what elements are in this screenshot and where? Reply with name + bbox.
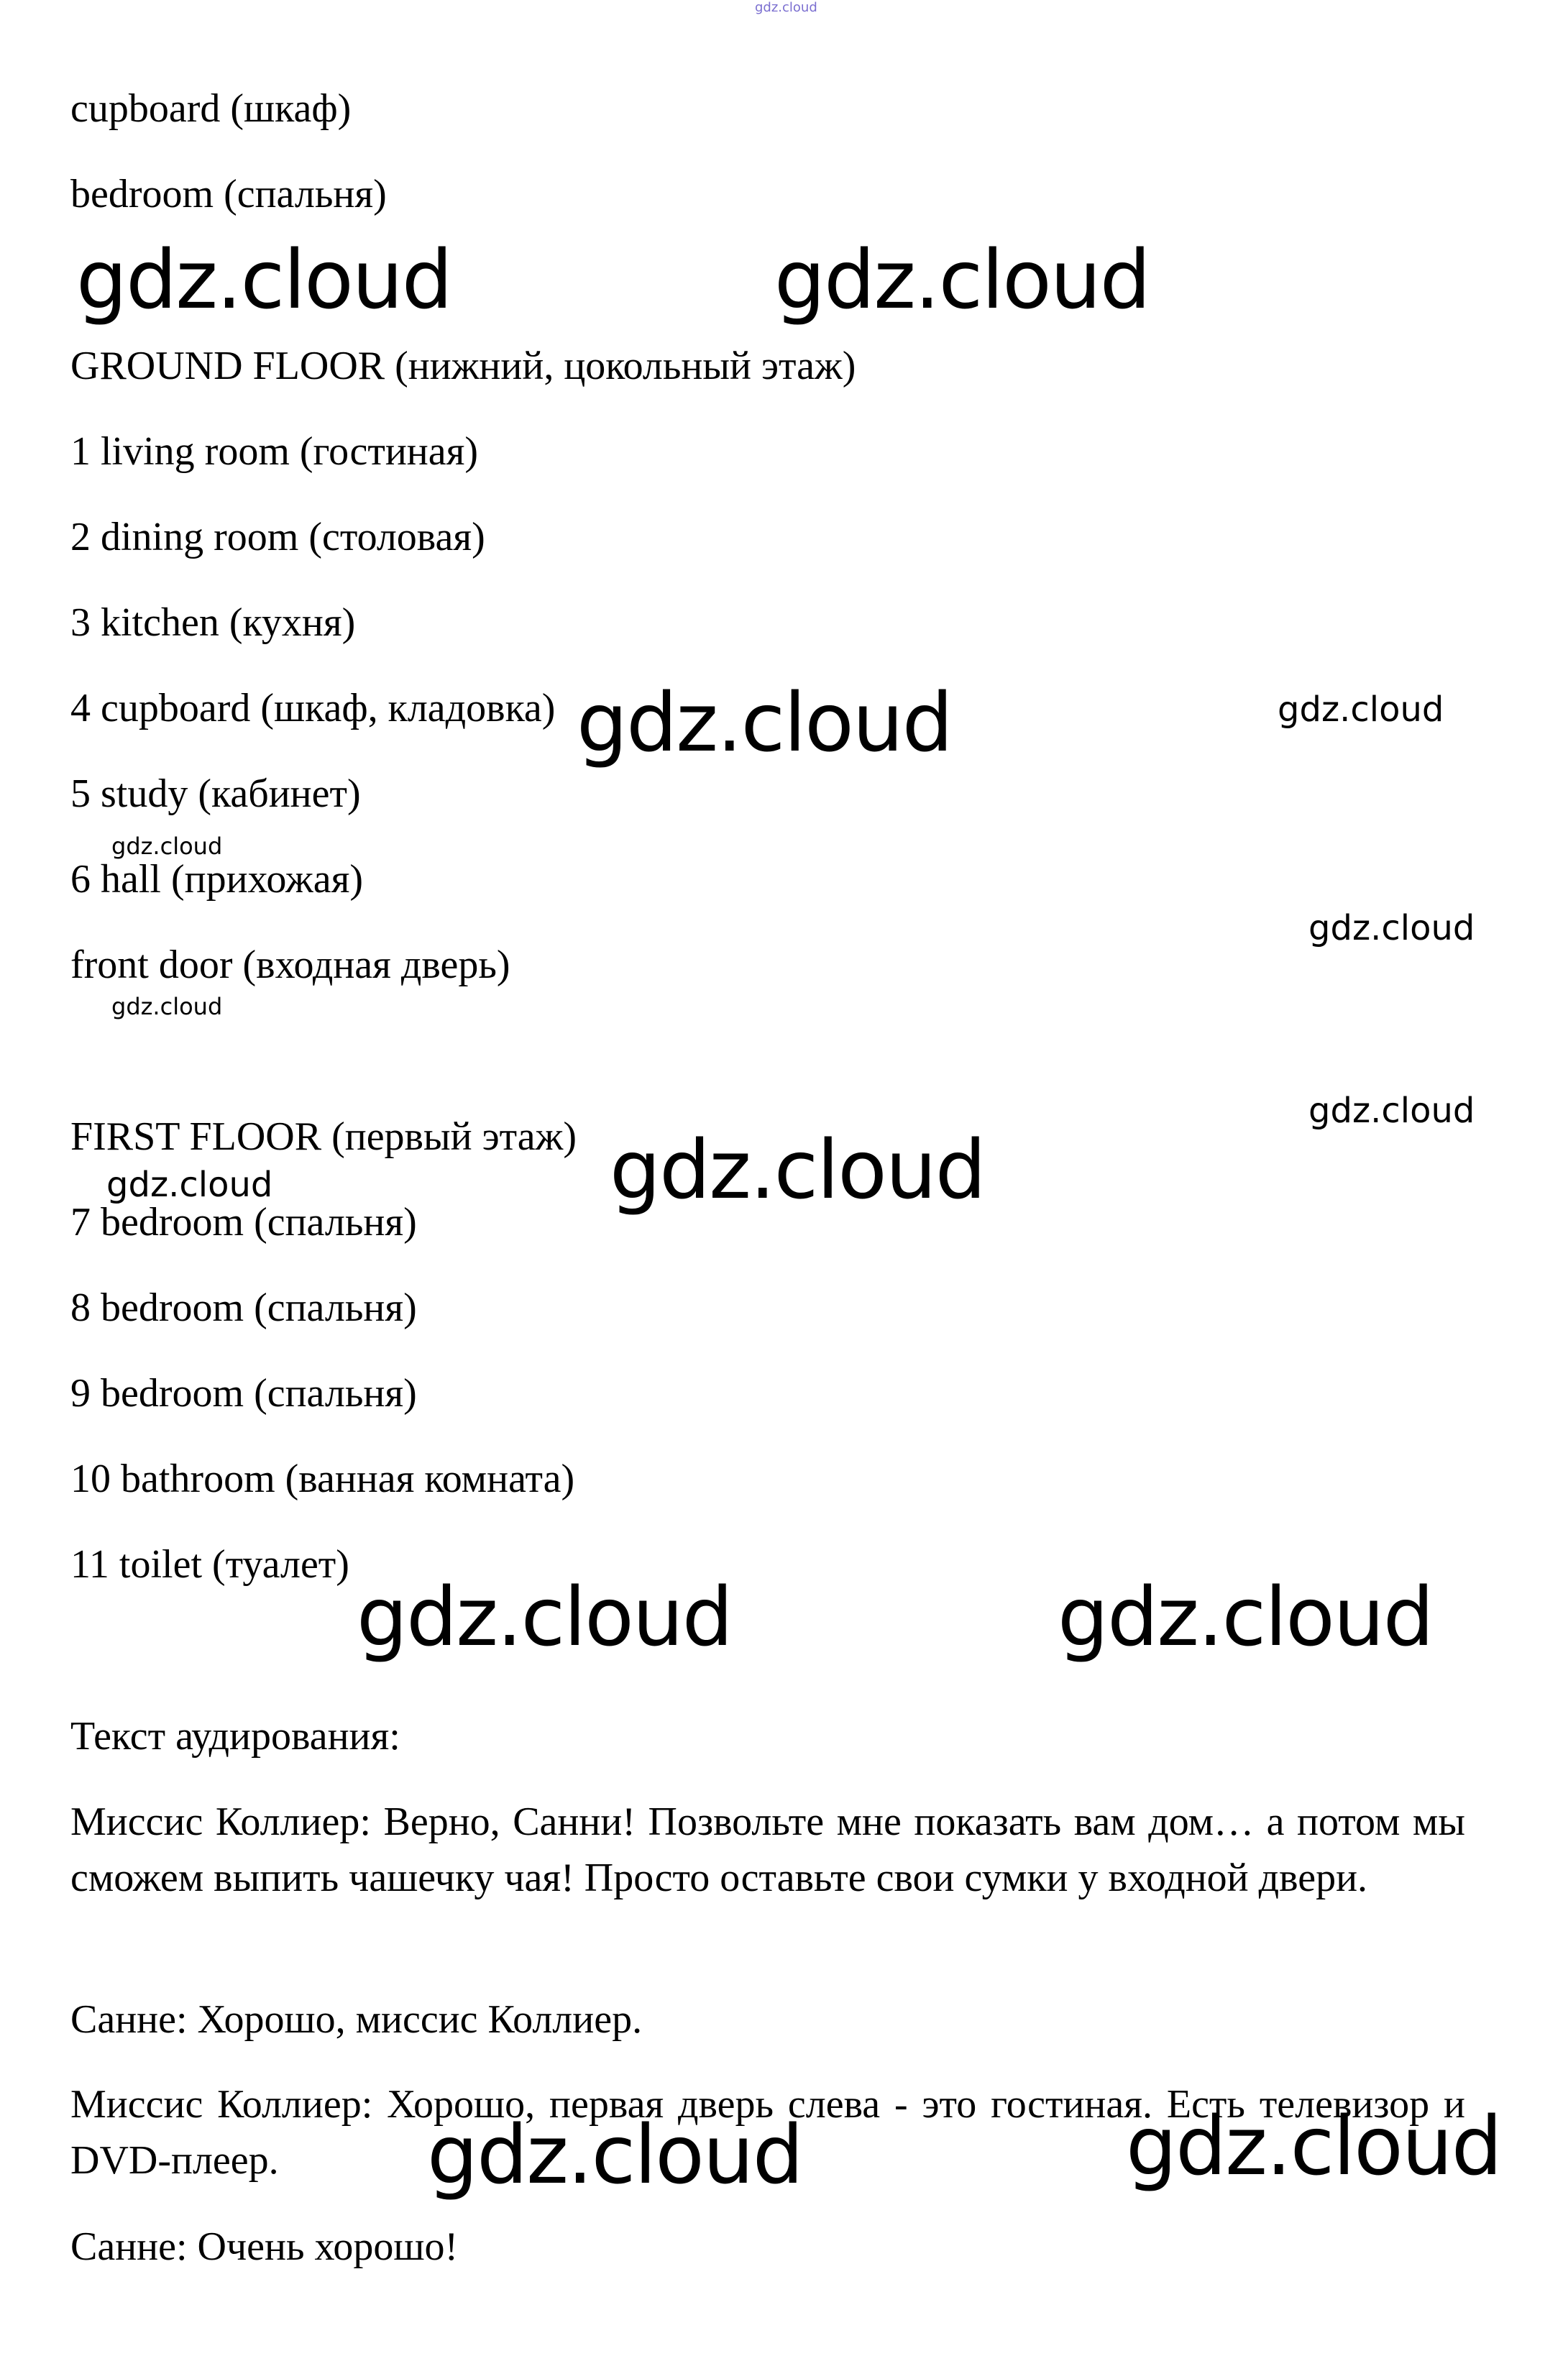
vocab-line: front door (входная дверь) [70,943,510,987]
watermark: gdz.cloud [357,1571,732,1664]
watermark: gdz.cloud [111,993,223,1020]
watermark: gdz.cloud [774,234,1150,327]
vocab-line: 1 living room (гостиная) [70,429,479,474]
vocab-line: 3 kitchen (кухня) [70,600,356,645]
vocab-line: 4 cupboard (шкаф, кладовка) [70,686,556,730]
watermark: gdz.cloud [610,1124,985,1217]
dialogue-paragraph: Миссис Коллиер: Хорошо, первая дверь слева - это гостиная. Есть телевизор и DVD-плеер. [70,2082,1465,2183]
vocab-line: 9 bedroom (спальня) [70,1371,417,1416]
listening-heading: Текст аудирования: [70,1714,400,1759]
dialogue-paragraph: Санне: Очень хорошо! [70,2224,459,2269]
watermark: gdz.cloud [76,234,451,327]
vocab-line: 7 bedroom (спальня) [70,1200,417,1245]
watermark: gdz.cloud [1058,1571,1433,1664]
watermark: gdz.cloud [111,833,223,860]
watermark: gdz.cloud [1278,689,1444,730]
vocab-line: 10 bathroom (ванная комната) [70,1457,575,1501]
section-heading-ground-floor: GROUND FLOOR (нижний, цокольный этаж) [70,344,856,388]
watermark: gdz.cloud [577,677,952,770]
dialogue-paragraph: Санне: Хорошо, миссис Коллиер. [70,1997,643,2042]
dialogue-paragraph: Миссис Коллиер: Верно, Санни! Позвольте мне показать вам дом… а потом мы сможем выпить чашечку чая! Просто оставьте свои сумки у входной двери. [70,1800,1465,1900]
vocab-line: 2 dining room (столовая) [70,515,485,559]
vocab-line: 6 hall (прихожая) [70,857,363,902]
section-heading-first-floor: FIRST FLOOR (первый этаж) [70,1114,577,1159]
watermark: gdz.cloud [1308,1091,1475,1131]
watermark: gdz.cloud [427,2109,802,2202]
vocab-line: 5 study (кабинет) [70,771,361,816]
vocab-line: 8 bedroom (спальня) [70,1285,417,1330]
watermark-top: gdz.cloud [755,0,817,15]
vocab-line: bedroom (спальня) [70,172,387,216]
vocab-line: cupboard (шкаф) [70,86,352,131]
watermark: gdz.cloud [1126,2100,1501,2194]
watermark: gdz.cloud [1308,908,1475,948]
watermark: gdz.cloud [106,1165,273,1205]
vocab-line: 11 toilet (туалет) [70,1542,349,1587]
